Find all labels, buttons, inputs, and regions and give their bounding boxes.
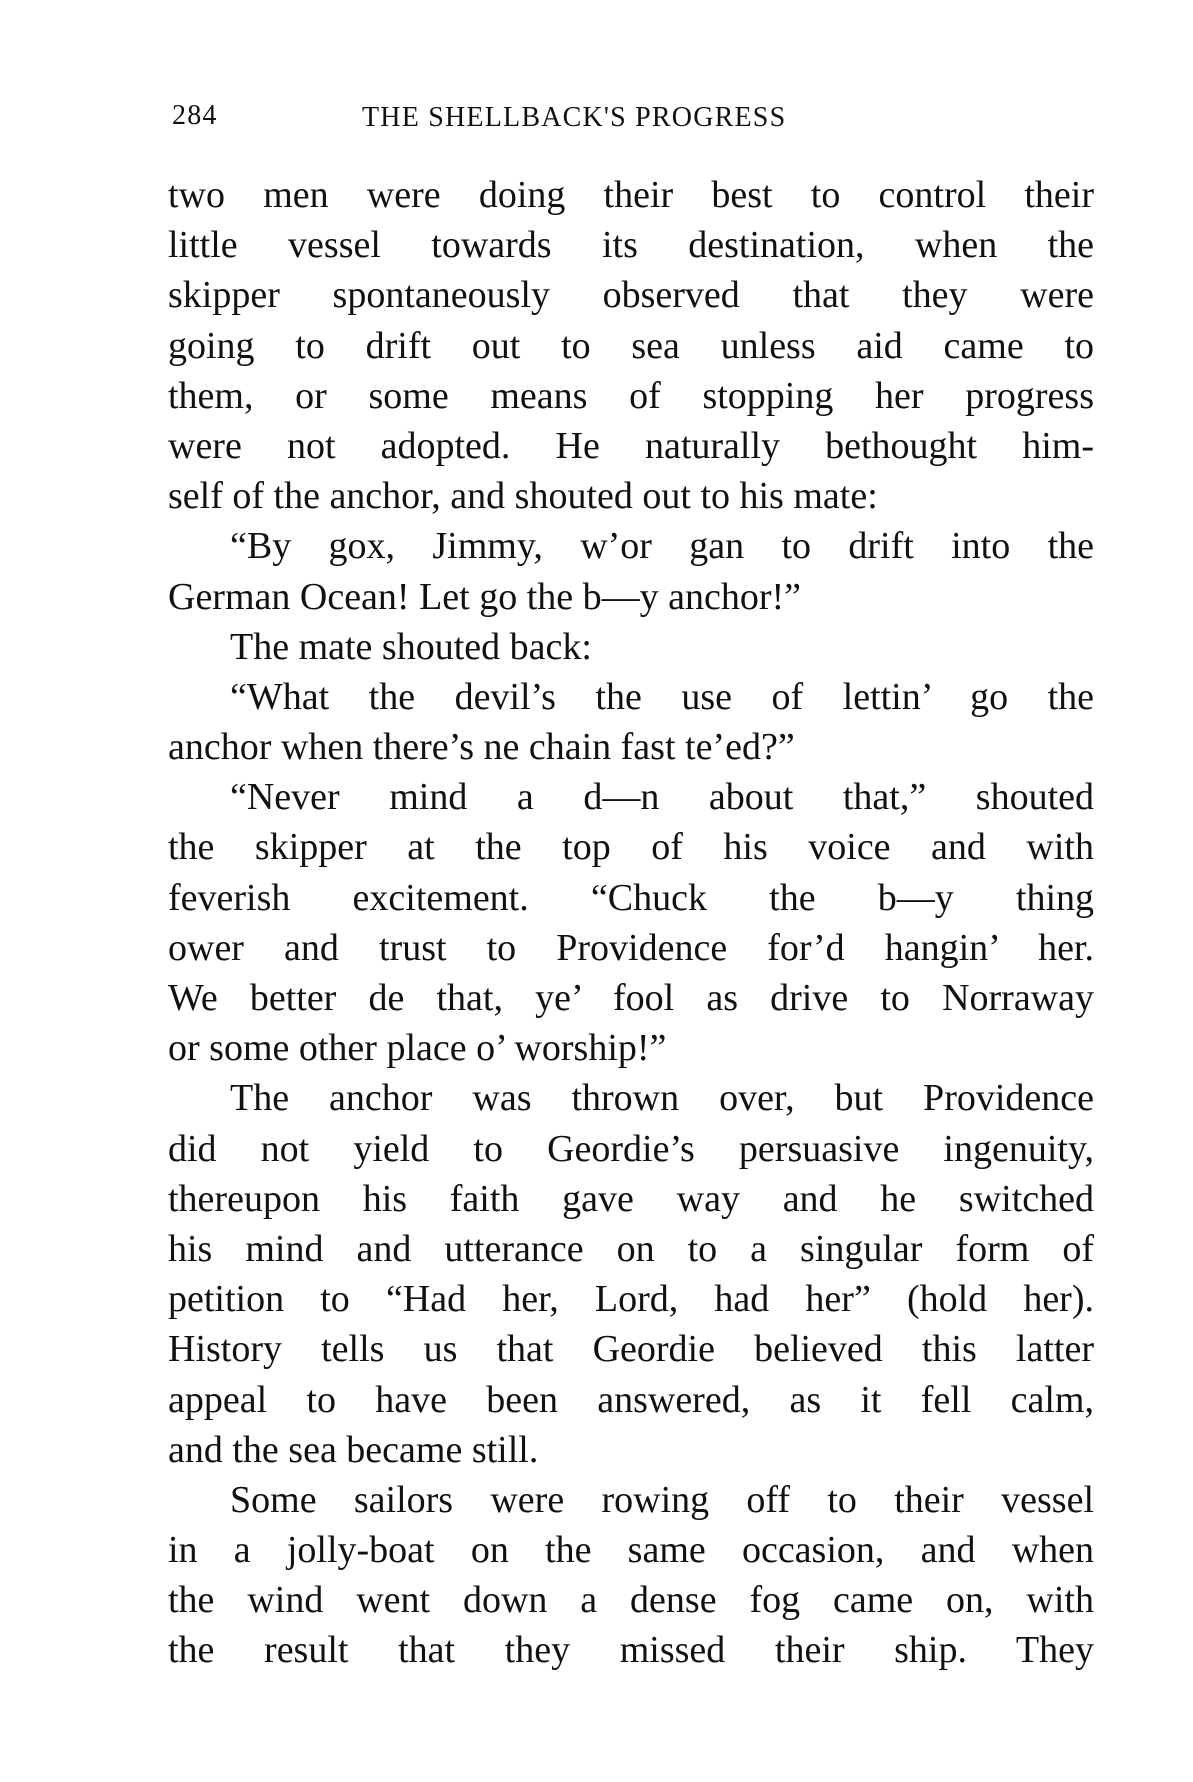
text-line: ower and trust to Providence for’d hangin’ her. (168, 926, 1094, 969)
text-line: were not adopted. He naturally bethought him- (168, 424, 1094, 467)
text-line: German Ocean! Let go the b—y anchor!” (168, 575, 802, 618)
text-line: “By gox, Jimmy, w’or gan to drift into the (230, 525, 1094, 568)
running-title: THE SHELLBACK'S PROGRESS (362, 102, 787, 133)
text-line: thereupon his faith gave way and he switched (168, 1177, 1094, 1220)
text-line: History tells us that Geordie believed this latter (168, 1328, 1094, 1371)
text-line: self of the anchor, and shouted out to his mate: (168, 475, 878, 518)
text-line: petition to “Had her, Lord, had her” (hold her). (168, 1278, 1094, 1321)
text-line: them, or some means of stopping her progress (168, 374, 1094, 417)
text-line: or some other place o’ worship!” (168, 1027, 667, 1070)
text-line: two men were doing their best to control their (168, 174, 1094, 216)
text-line: the wind went down a dense fog came on, with (168, 1579, 1094, 1622)
text-line: The mate shouted back: (230, 625, 592, 668)
text-line: appeal to have been answered, as it fell calm, (168, 1378, 1094, 1421)
running-head (172, 100, 962, 140)
text-line: did not yield to Geordie’s persuasive ingenuity, (168, 1127, 1094, 1170)
text-line: and the sea became still. (168, 1428, 539, 1471)
text-line: in a jolly-boat on the same occasion, and when (168, 1529, 1094, 1572)
text-line: The anchor was thrown over, but Providence (230, 1077, 1094, 1120)
page-number: 284 (172, 100, 218, 131)
text-line: little vessel towards its destination, when the (168, 224, 1094, 267)
text-line: the skipper at the top of his voice and with (168, 826, 1094, 869)
text-line: skipper spontaneously observed that they were (168, 274, 1094, 317)
text-line: Some sailors were rowing off to their vessel (230, 1478, 1094, 1521)
text-line: We better de that, ye’ fool as drive to Norraway (168, 977, 1094, 1019)
text-line: “Never mind a d—n about that,” shouted (230, 776, 1094, 819)
text-line: his mind and utterance on to a singular form of (168, 1227, 1094, 1270)
body-text (168, 170, 1094, 1676)
text-line: going to drift out to sea unless aid came to (168, 324, 1094, 367)
text-line: anchor when there’s ne chain fast te’ed?” (168, 726, 795, 769)
text-line: “What the devil’s the use of lettin’ go the (230, 675, 1094, 718)
text-line: the result that they missed their ship. They (168, 1629, 1094, 1672)
text-line: feverish excitement. “Chuck the b—y thing (168, 876, 1094, 919)
